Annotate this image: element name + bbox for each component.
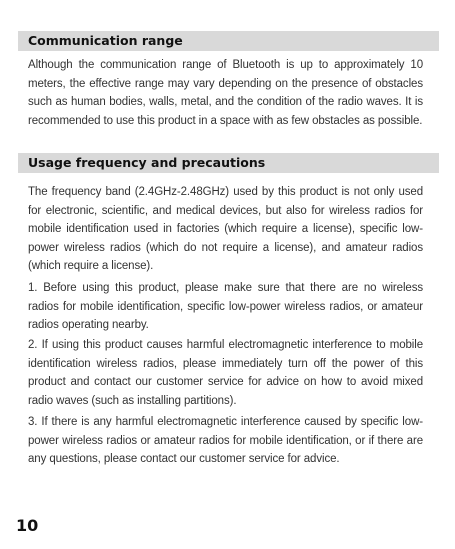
page-number: 10 <box>16 516 39 535</box>
communication-range-paragraph: Although the communication range of Bluetooth is up to approximately 10 meters, the effective range may vary depending on the presence of obstacles such as human bodies, walls, metal, and the condition of the radio waves. It is recommended to use this product in a space with as few obstacles as possible. <box>28 59 423 127</box>
frequency-band-paragraph: The frequency band (2.4GHz-2.48GHz) used by this product is not only used for electronic, scientific, and medical devices, but also for wireless radios for mobile identification used in factories (which require a license), specific low-power wireless radios (which do not require a license), and amateur radios (which require a license). <box>28 186 423 272</box>
precaution-item-2: 2. If using this product causes harmful electromagnetic interference to mobile identification wireless radios, please immediately turn off the power of this product and contact our customer service for advice on how to avoid mixed radio waves (such as installing partitions). <box>28 339 423 407</box>
section-heading-usage-frequency: Usage frequency and precautions <box>18 153 439 173</box>
precaution-item-3: 3. If there is any harmful electromagnetic interference caused by specific low-power wireless radios or amateur radios for mobile identification, or if there are any questions, please contact our customer service for advice. <box>28 416 423 465</box>
section-heading-communication-range: Communication range <box>18 31 439 51</box>
precaution-item-1: 1. Before using this product, please make sure that there are no wireless radios for mobile identification, specific low-power wireless radios, or amateur radios operating nearby. <box>28 282 423 331</box>
